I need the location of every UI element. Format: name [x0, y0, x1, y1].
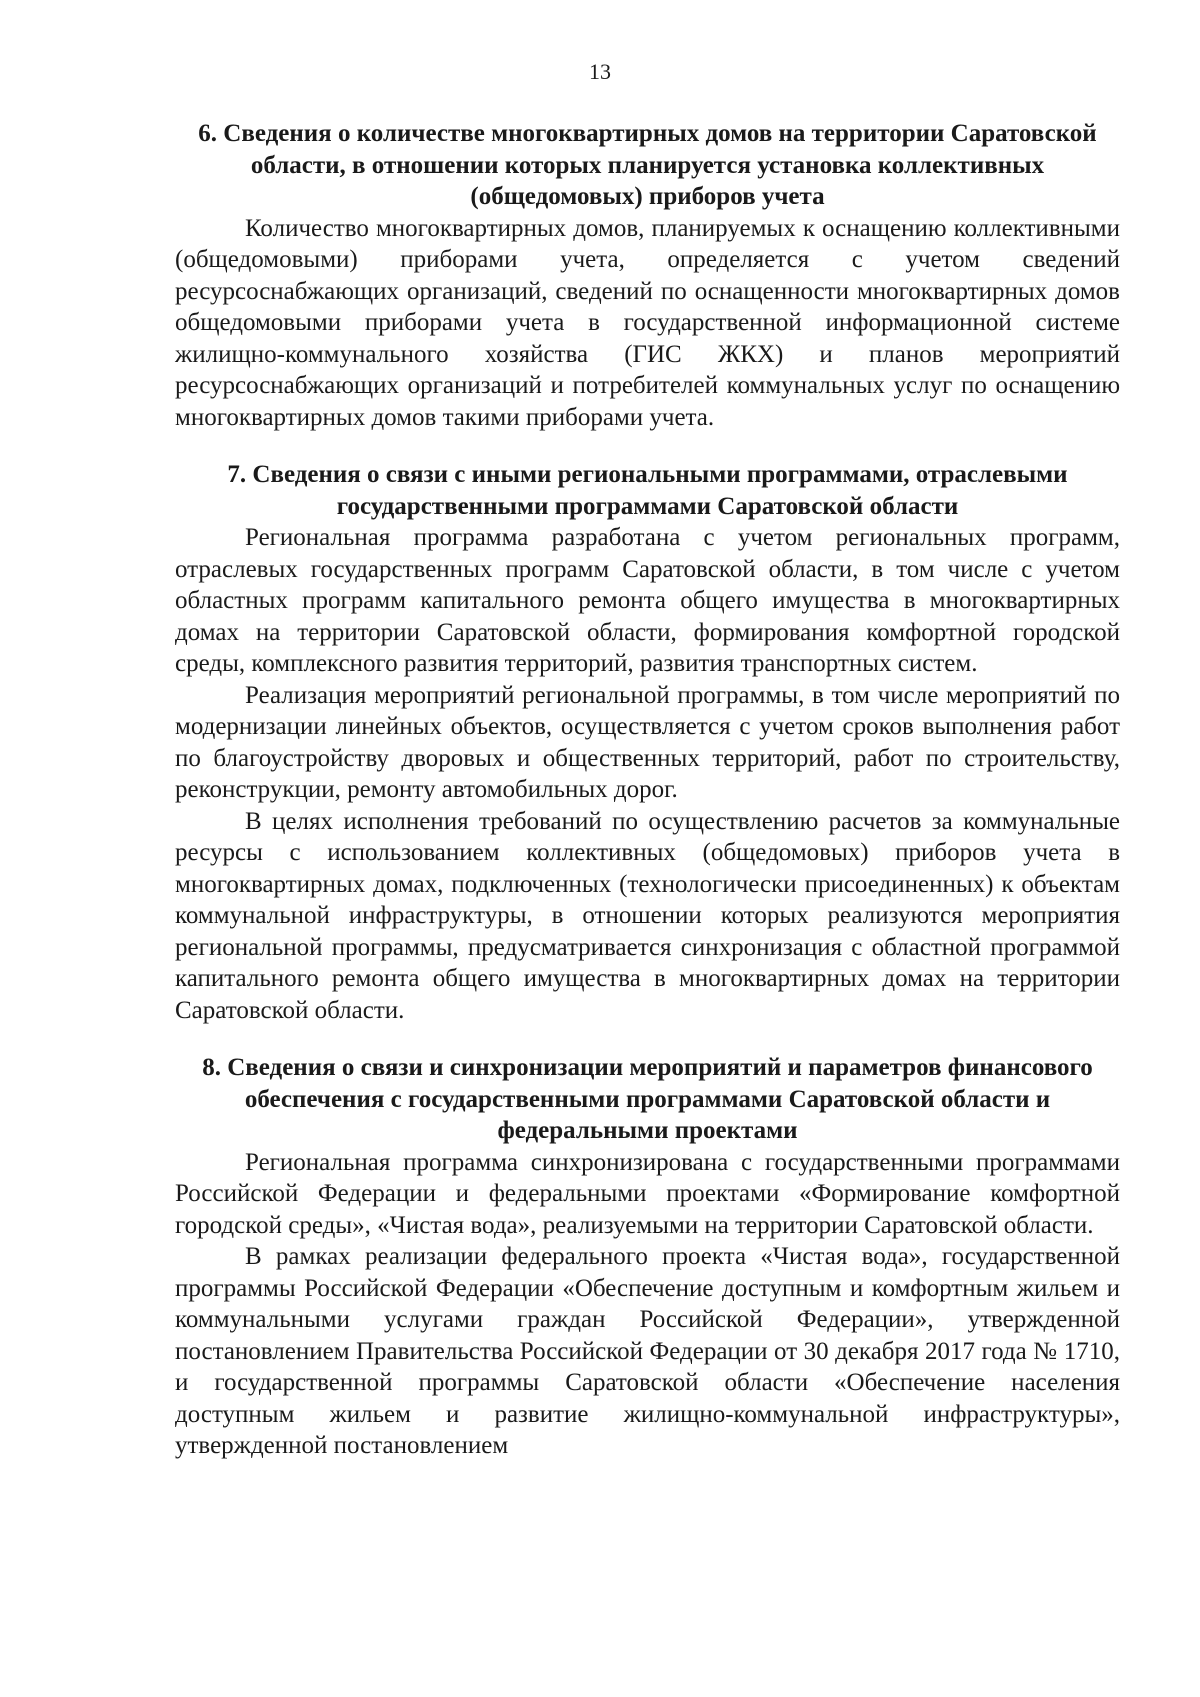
paragraph: В рамках реализации федерального проекта «Чистая вода», государственной программы Российской Федерации «Обеспечение доступным и комфортным жильем и коммунальными услугами граждан Российской Федерации», утвержденной постановлением Правительства Российской Федерации от 30 декабря 2017 года № 1710, и государственной программы Саратовской области «Обеспечение населения доступным жильем и развитие жилищно-коммунальной инфраструктуры», утвержденной постановлением: [175, 1243, 1120, 1459]
section-6: [175, 118, 1120, 433]
paragraph: В целях исполнения требований по осуществлению расчетов за коммунальные ресурсы с использованием коллективных (общедомовых) приборов учета в многоквартирных домах, подключенных (технологически присоединенных) к объектам коммунальной инфраструктуры, в отношении которых реализуются мероприятия региональной программы, предусматривается синхронизация с областной программой капитального ремонта общего имущества в многоквартирных домах на территории Саратовской области.: [175, 807, 1120, 1024]
section-heading: 8. Сведения о связи и синхронизации мероприятий и параметров финансового обеспечения с государственными программами Саратовской области и федеральными проектами: [202, 1054, 1093, 1144]
section-heading: 6. Сведения о количестве многоквартирных домов на территории Саратовской области, в отношении которых планируется установка коллективных (общедомовых) приборов учета: [198, 120, 1097, 210]
section-heading: 7. Сведения о связи с иными региональными программами, отраслевыми государственными программами Саратовской области: [227, 461, 1068, 520]
paragraph: Региональная программа синхронизирована с государственными программами Российской Федерации и федеральными проектами «Формирование комфортной городской среды», «Чистая вода», реализуемыми на территории Саратовской области.: [175, 1148, 1120, 1239]
section-7: [175, 459, 1120, 1026]
section-8: [175, 1052, 1120, 1462]
paragraph: Региональная программа разработана с учетом региональных программ, отраслевых государственных программ Саратовской области, в том числе с учетом областных программ капитального ремонта общего имущества в многоквартирных домах на территории Саратовской области, формирования комфортной городской среды, комплексного развития территорий, развития транспортных систем.: [175, 524, 1120, 677]
paragraph: Реализация мероприятий региональной программы, в том числе мероприятий по модернизации линейных объектов, осуществляется с учетом сроков выполнения работ по благоустройству дворовых и общественных территорий, работ по строительству, реконструкции, ремонту автомобильных дорог.: [175, 681, 1120, 803]
page-number: 13: [589, 59, 611, 84]
paragraph: Количество многоквартирных домов, планируемых к оснащению коллективными (общедомовыми) приборами учета, определяется с учетом сведений ресурсоснабжающих организаций, сведений по оснащенности многоквартирных домов общедомовыми приборами учета в государственной информационной системе жилищно-коммунального хозяйства (ГИС ЖКХ) и планов мероприятий ресурсоснабжающих организаций и потребителей коммунальных услуг по оснащению многоквартирных домов такими приборами учета.: [175, 214, 1120, 431]
document-body: [175, 118, 1120, 1462]
